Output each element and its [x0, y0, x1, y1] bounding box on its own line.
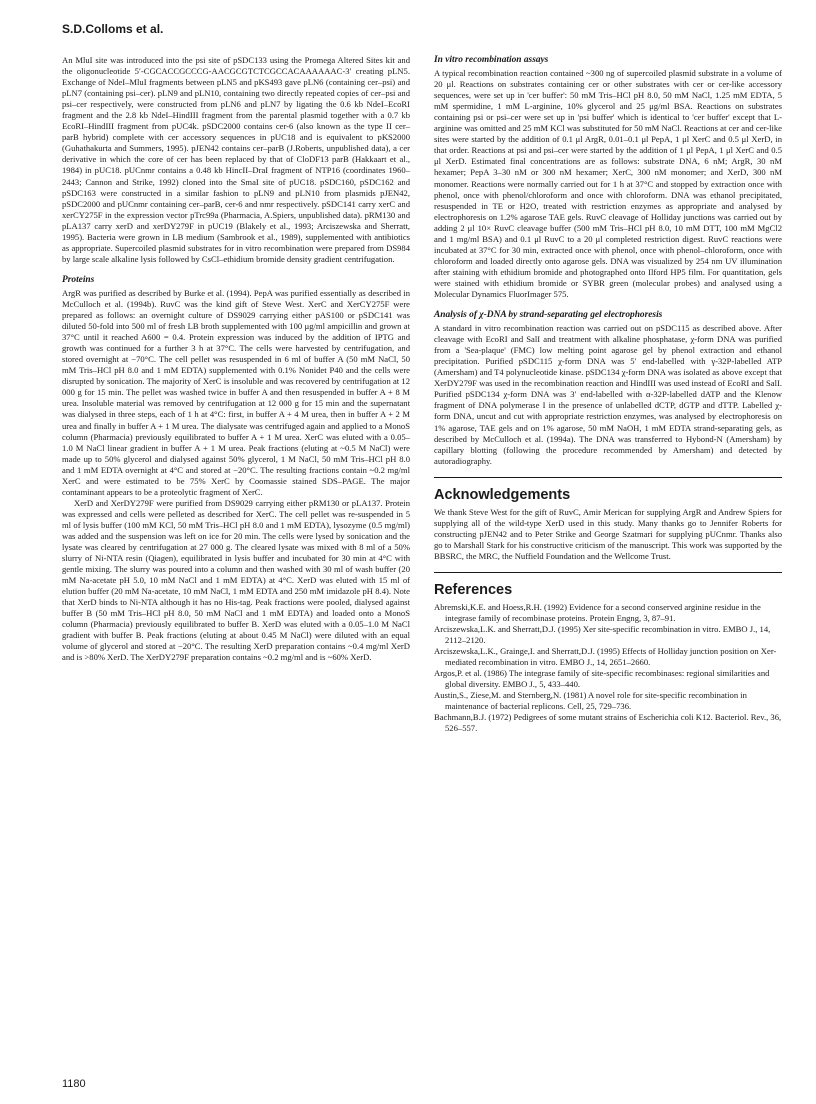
reference-item: Arciszewska,L.K., Grainge,I. and Sherratt,D.J. (1995) Effects of Holliday junction position on Xer-mediated recombination in vitro. EMBO J., 14, 2651–2660.: [434, 646, 777, 668]
chi-dna-paragraph: A standard in vitro recombination reaction was carried out on pSDC115 as described above. After cleavage with EcoRI and SalI and treatment with alkaline phosphatase, χ-form DNA was purified from a 'Sea-plaque' (FMC) low melting point agarose gel by phenol extraction and ethanol precipitation. Purified pSDC115 χ-form DNA was 5′ end-labelled with γ-32P-labelled ATP (Amersham) and T4 polynucleotide kinase. pSDC134 χ-form DNA was isolated as above except that XerDY279F was used in the recombination reaction and HindIII was used instead of EcoRI and SalI. Purified pSDC134 χ-form DNA was 3′ end-labelled with α-32P-labelled dATP and the Klenow fragment of DNA polymerase I in the presence of unlabelled dCTP, dGTP and dTTP. Labelled χ-form DNA, uncut and cut with appropriate restriction enzymes, was analysed by electrophoresis on 1% agarose, TAE gels and on 1% agarose, 50 mM NaOH, 1 mM EDTA strand-separating gels, as described by McCulloch et al. (1994a). The DNA was transferred to Hybond-N (Amersham) by capillary blotting (following the procedure recommended by Amersham) and detected by autoradiography.: [434, 323, 782, 466]
reference-item: Arciszewska,L.K. and Sherratt,D.J. (1995) Xer site-specific recombination in vitro. EMBO J., 14, 2112–2120.: [434, 624, 771, 646]
acknowledgements-paragraph: We thank Steve West for the gift of RuvC, Amir Merican for supplying ArgR and Andrew Spiers for supplying all of the wild-type XerD used in this study. Many thanks go to Jennifer Roberts for constructing pJEN42 and to Peter Strike and George Szatmari for supplying pUCnmr. Thanks also go to Marshall Stark for his constructive criticism of the manuscript. This work was supported by the BBSRC, the MRC, the Nuffield Foundation and the Wellcome Trust.: [434, 506, 782, 561]
proteins-paragraph-2: XerD and XerDY279F were purified from DS9029 carrying either pRM130 or pLA137. Protein was expressed and cells were pelleted as described for XerC. The cell pellet was re-suspended in 5 ml of lysis buffer (100 mM KCl, 50 mM Tris–HCl pH 8.0 and 1 mM EDTA), lysozyme (0.5 mg/ml) was added and the suspension was left on ice for 20 min. The cells were lysed by sonication and the lysate was cleared by centrifugation at 27 000 g. The cleared lysate was mixed with 8 ml of a 50% slurry of Ni-NTA resin (Qiagen), equilibrated in lysis buffer and incubated for 30 min at 4°C with gentle mixing. The slurry was poured into a column and then washed with 30 ml of wash buffer (20 mM Na-acetate pH 5.0, 10 mM NaCl and 1 mM EDTA) at 4°C. XerD was eluted with 15 ml of elution buffer (20 mM Na-acetate, 10 mM NaCl, 1 mM EDTA and 250 mM imidazole pH 8.4). Note that XerD binds to Ni-NTA although it has no His-tag. Peak fractions were pooled, dialysed against buffer B (50 mM Tris–HCl pH 8.0, 50 mM NaCl and 1 mM EDTA) and loaded onto a MonoS column (Pharmacia) previously equilibrated to buffer B. XerD was eluted with a 0.05–1.0 M NaCl gradient with buffer B. Peak fractions (eluting at about 0.45 M NaCl) were diluted with an equal volume of glycerol and stored at −20°C. The resulting XerD preparation contains ~0.4 mg/ml XerD and is >80% XerD. The XerDY279F preparation contains ~0.2 mg/ml and is ~60% XerD.: [62, 497, 410, 663]
reference-item: Austin,S., Ziese,M. and Sternberg,N. (1981) A novel role for site-specific recombination in maintenance of bacterial replicons. Cell, 25, 729–736.: [434, 690, 747, 712]
references-heading: References: [434, 572, 782, 596]
page-number: 1180: [62, 1078, 86, 1090]
in-vitro-paragraph: A typical recombination reaction contained ~300 ng of supercoiled plasmid substrate in a volume of 20 μl. Reactions on substrates containing cer or other substrates with cer or cer-like accessory sequences, were set up in 'cer buffer': 50 mM Tris–HCl pH 8.0, 50 mM NaCl, 1.25 mM EDTA, 5 mM spermidine, 1 mM L-arginine, 10% glycerol and 25 μg/ml BSA. Reactions on substrates containing psi or psi–cer were set up in 'psi buffer' which is identical to 'cer buffer' except that L-arginine was omitted and 25 mM KCl was substituted for 50 mM NaCl. Reactions at cer and cer-like sites were started by the addition of 0.1 μl ArgR, 0.01–0.1 μl PepA, 1 μl XerC and 0.5 μl XerD, in that order. Reactions at psi and psi–cer were started by the addition of 1 μl PepA, 1 μl XerC and 0.5 μl XerD. Estimated final concentrations are as follows: substrate DNA, 6 nM; ArgR, 30 nM hexamer; PepA 3–30 nM or 300 nM hexamer; XerC, 300 nM monomer; and XerD, 300 nM monomer. Reactions were normally carried out for 1 h at 37°C and stopped by extraction once with phenol, once with phenol/chloroform and once with chloroform. DNA was ethanol precipitated, resuspended in TE or H2O, treated with restriction enzymes as appropriate and analysed by electrophoresis on 1.2% agarose TAE gels. RuvC cleavage of Holliday junctions was carried out by adding 2 μl 10× RuvC cleavage buffer (500 mM Tris–HCl pH 8.0, 10 mM DTT, 100 mM MgCl2 and 1 mg/ml BSA) and 0.1 μl RuvC to a 20 μl completed restriction digest. RuvC reactions were incubated at 37°C for 30 min, extracted once with phenol, once with phenol–chloroform, once with chloroform and loaded directly onto agarose gels. DNA was visualized by 254 nm UV illumination after staining with ethidium bromide and photographed onto Ilford HP5 film. For quantitation, gels were stained with ethidium bromide or SYBR green (molecular probes) and analysed using a Molecular Dynamics FluorImager 575.: [434, 68, 782, 299]
proteins-heading: Proteins: [62, 274, 95, 285]
left-column: [62, 55, 410, 664]
reference-item: Abremski,K.E. and Hoess,R.H. (1992) Evidence for a second conserved arginine residue in the integrase family of recombinase proteins. Protein Engng, 3, 87–91.: [434, 602, 761, 624]
in-vitro-heading: In vitro recombination assays: [434, 55, 549, 65]
acknowledgements-heading: Acknowledgements: [434, 477, 782, 501]
reference-item: Bachmann,B.J. (1972) Pedigrees of some mutant strains of Escherichia coli K12. Bacteriol. Rev., 36, 526–557.: [434, 712, 782, 734]
chi-dna-heading: Analysis of χ-DNA by strand-separating gel electrophoresis: [434, 310, 663, 321]
right-column: [434, 55, 782, 734]
running-head: S.D.Colloms et al.: [62, 22, 164, 36]
reference-item: Argos,P. et al. (1986) The integrase family of site-specific recombinases: regional similarities and global diversity. EMBO J., 5, 433–440.: [434, 668, 770, 690]
plasmids-paragraph: An MluI site was introduced into the psi site of pSDC133 using the Promega Altered Sites kit and the oligonucleotide 5′-CGCACCGCCCG-AACGCGTCTCGCCACAAAAAAC-3′ creating pLN5. Exchange of NdeI–MluI fragments between pLN5 and pKS493 gave pLN6 (containing cer–psi) and pLN7 (containing psi–cer). pLN9 and pLN10, containing two directly repeated copies of cer–psi and psi–cer respectively, were constructed from pLN6 and pLN7 by ligating the 0.6 kb NdeI–EcoRI fragment and the 2.8 kb NdeI–HindIII fragment from the parental plasmid together with a 0.7 kb EcoRI–HindIII fragment from pUC4k. pSDC2000 contains cer-6 (also known as the type II cer–parB hybrid) complete with cer accessory sequences in pUC18 and is equivalent to pKS2000 (Guhathakurta and Summers, 1995). pJEN42 contains cer–parB (J.Roberts, unpublished data), a cer derivative in which the core of cer has been replaced by that of CloDF13 parB (Hakkaart et al., 1984) in pUC18. pUCnmr contains a 0.48 kb HincII–DraI fragment of NTP16 (coordinates 1960–2443; Cannon and Strike, 1992) cloned into the SmaI site of pUC18. pSDC160, pSDC162 and pSDC163 were constructed in a similar fashion to pLN9 and pLN10 from plasmids pJEN42, pSDC2000 and pUCnmr containing cer–parB, cer-6 and nmr respectively. pSDC141 carry xerC and xerCY275F in the expression vector pTrc99a (Pharmacia, A.Spiers, unpublished data). pRM130 and pLA137 carry xerD and xerDY279F in pUC19 (Blakely et al., 1993; Arciszewska and Sherratt, 1995). Bacteria were grown in LB medium (Sambrook et al., 1989), supplemented with antibiotics as appropriate. Supercoiled plasmid substrates for in vitro recombination were prepared from DS984 by large scale alkaline lysis followed by CsCl–ethidium bromide density gradient centrifugation.: [62, 55, 410, 264]
proteins-paragraph-1: ArgR was purified as described by Burke et al. (1994). PepA was purified essentially as described in McCulloch et al. (1994b). RuvC was the kind gift of Steve West. XerC and XerCY275F were prepared as follows: an overnight culture of DS9029 carrying either pAS100 or pSDC141 was diluted 50-fold into 500 ml of fresh LB broth supplemented with 100 μg/ml ampicillin and grown at 37°C until it reached A600 = 0.4. Protein expression was induced by the addition of IPTG and growth was continued for a further 3 h at 37°C. The cells were harvested by centrifugation, and stored overnight at −70°C. The cell pellet was resuspended in 6 ml of buffer A (50 mM NaCl, 50 mM Tris–HCl pH 8.0 and 1 mM EDTA) supplemented with 0.1% Nonidet P40 and the cells were disrupted by sonication. The majority of XerC is insoluble and was recovered by centrifugation at 12 000 g for 15 min. The pellet was washed twice in buffer A and then resuspended in buffer A + 8 M urea. Insoluble material was removed by centrifugation at 12 000 g for 15 min and the supernatant was dialysed in three steps, each of 1 h at 4°C: first, in buffer A + 4 M urea, then in buffer A + 2 M urea and finally in buffer A + 1 M urea. The dialysate was centrifuged again and applied to a MonoS column (Pharmacia) previously equilibrated to buffer A + 1 M urea. XerC was eluted with a 0.05–1.0 M NaCl linear gradient in buffer A + 1 M urea. Peak fractions (eluting at ~0.5 M NaCl) were made up to 50% glycerol and dialysed against 50% glycerol, 1 M NaCl, 50 mM Tris–HCl pH 8.0 and 1 mM EDTA overnight at 4°C and stored at −20°C. The resulting fractions contain ~0.2 mg/ml XerC and were estimated to be 75% XerC by Coomassie stained SDS–PAGE. The major contaminant appears to be a proteolytic fragment of XerC.: [62, 287, 410, 497]
reference-list: [434, 602, 782, 734]
